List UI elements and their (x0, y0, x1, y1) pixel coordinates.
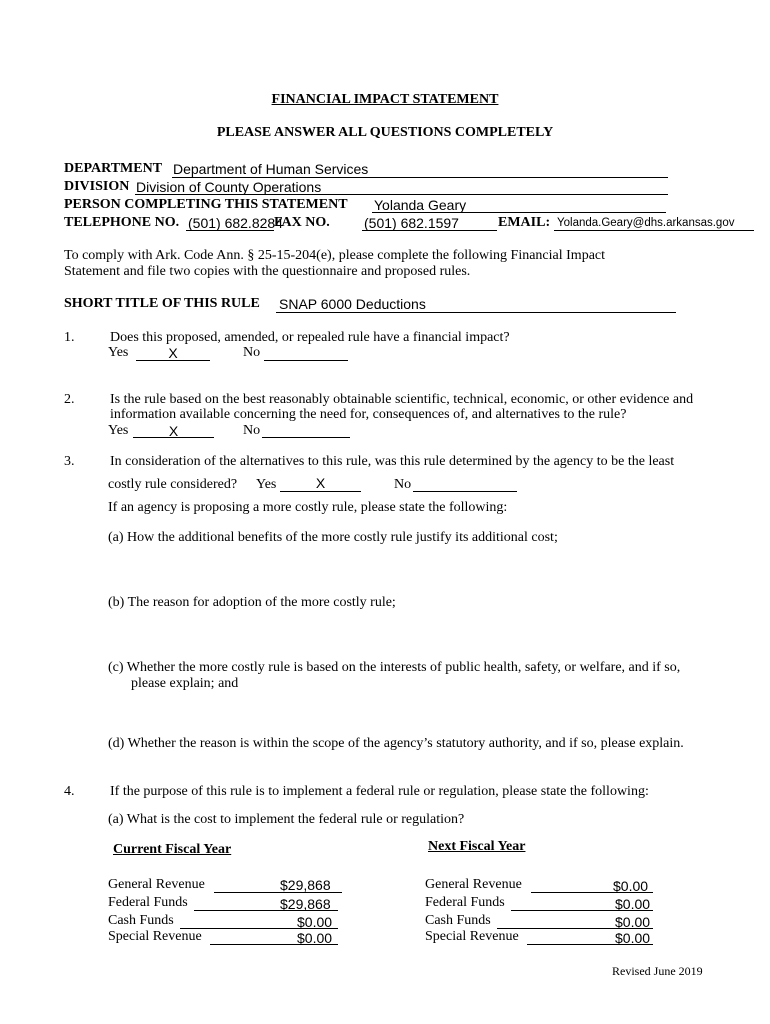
person-field[interactable]: Yolanda Geary (374, 197, 467, 213)
email-underline (554, 230, 754, 231)
q3-no-label: No (394, 477, 412, 492)
q1-number: 1. (64, 330, 75, 345)
q3-note: If an agency is proposing a more costly rule, please state the following: (108, 500, 508, 515)
current-special-revenue-label: Special Revenue (108, 929, 202, 944)
q3-item-b: (b) The reason for adoption of the more costly rule; (108, 595, 396, 610)
next-special-revenue-label: Special Revenue (425, 929, 519, 944)
document-subtitle: PLEASE ANSWER ALL QUESTIONS COMPLETELY (216, 125, 554, 140)
next-general-revenue-field[interactable]: $0.00 (613, 878, 649, 894)
person-label: PERSON COMPLETING THIS STATEMENT (64, 197, 348, 212)
current-federal-funds-label: Federal Funds (108, 895, 188, 910)
department-underline (172, 177, 668, 178)
next-cash-funds-label: Cash Funds (425, 913, 491, 928)
q2-yes-label: Yes (108, 423, 129, 438)
q2-line-1: Is the rule based on the best reasonably obtainable scientific, technical, economic, or other evidence and (110, 392, 694, 407)
department-label: DEPARTMENT (64, 161, 163, 176)
next-special-revenue-field[interactable]: $0.00 (615, 930, 651, 946)
email-field[interactable]: Yolanda.Geary@dhs.arkansas.gov (557, 217, 735, 229)
current-special-revenue-field[interactable]: $0.00 (297, 930, 333, 946)
division-field[interactable]: Division of County Operations (136, 179, 322, 195)
q4-number: 4. (64, 784, 75, 799)
q1-no-underline (264, 360, 348, 361)
current-general-revenue-label: General Revenue (108, 877, 205, 892)
q3-yes-field[interactable]: X (315, 475, 326, 491)
short-title-underline (276, 312, 676, 313)
next-general-revenue-label: General Revenue (425, 877, 522, 892)
fax-field[interactable]: (501) 682.1597 (364, 215, 459, 231)
q3-item-c-line-1: (c) Whether the more costly rule is based on the interests of public health, safety, or welfare, and if so, (108, 660, 681, 675)
q1-no-label: No (243, 345, 261, 360)
q2-number: 2. (64, 392, 75, 407)
q3-item-c-line-2: please explain; and (131, 676, 239, 691)
q3-line-1: In consideration of the alternatives to this rule, was this rule determined by the agency to be the least (110, 454, 675, 469)
intro-line-1: To comply with Ark. Code Ann. § 25-15-204(e), please complete the following Financial Impact (64, 248, 606, 263)
q2-no-underline (262, 437, 350, 438)
current-general-revenue-field[interactable]: $29,868 (280, 877, 331, 893)
q4-text: If the purpose of this rule is to implement a federal rule or regulation, please state the following: (110, 784, 649, 799)
q1-text: Does this proposed, amended, or repealed rule have a financial impact? (110, 330, 510, 345)
email-label: EMAIL: (498, 215, 551, 230)
current-cash-funds-label: Cash Funds (108, 913, 174, 928)
division-label: DIVISION (64, 179, 130, 194)
q3-item-d: (d) Whether the reason is within the scope of the agency’s statutory authority, and if so, please explain. (108, 736, 684, 751)
current-cash-funds-field[interactable]: $0.00 (297, 914, 333, 930)
telephone-field[interactable]: (501) 682.8284 (188, 215, 283, 231)
short-title-field[interactable]: SNAP 6000 Deductions (279, 296, 426, 312)
q4-item-a: (a) What is the cost to implement the federal rule or regulation? (108, 812, 465, 827)
q3-item-a: (a) How the additional benefits of the more costly rule justify its additional cost; (108, 530, 558, 545)
next-federal-funds-field[interactable]: $0.00 (615, 896, 651, 912)
intro-line-2: Statement and file two copies with the questionnaire and proposed rules. (64, 264, 471, 279)
next-fiscal-year-heading: Next Fiscal Year (428, 839, 526, 854)
next-federal-funds-label: Federal Funds (425, 895, 505, 910)
short-title-label: SHORT TITLE OF THIS RULE (64, 296, 260, 311)
q1-yes-field[interactable]: X (168, 345, 178, 361)
next-cash-funds-field[interactable]: $0.00 (615, 914, 651, 930)
q3-no-underline (413, 491, 517, 492)
fax-label: FAX NO. (274, 215, 330, 230)
document-title: FINANCIAL IMPACT STATEMENT (271, 92, 499, 107)
q3-yes-label: Yes (256, 477, 277, 492)
q3-yes-underline (280, 491, 361, 492)
current-fiscal-year-heading: Current Fiscal Year (113, 842, 232, 857)
q3-line-2: costly rule considered? (108, 477, 238, 492)
q3-number: 3. (64, 454, 75, 469)
telephone-label: TELEPHONE NO. (64, 215, 180, 230)
current-federal-funds-field[interactable]: $29,868 (280, 896, 331, 912)
q2-no-label: No (243, 423, 261, 438)
department-field[interactable]: Department of Human Services (173, 161, 369, 177)
q2-yes-field[interactable]: X (168, 423, 179, 439)
q1-yes-label: Yes (108, 345, 129, 360)
q2-line-2: information available concerning the need for, consequences of, and alternatives to the rule? (110, 407, 627, 422)
revision-footer: Revised June 2019 (612, 964, 703, 978)
